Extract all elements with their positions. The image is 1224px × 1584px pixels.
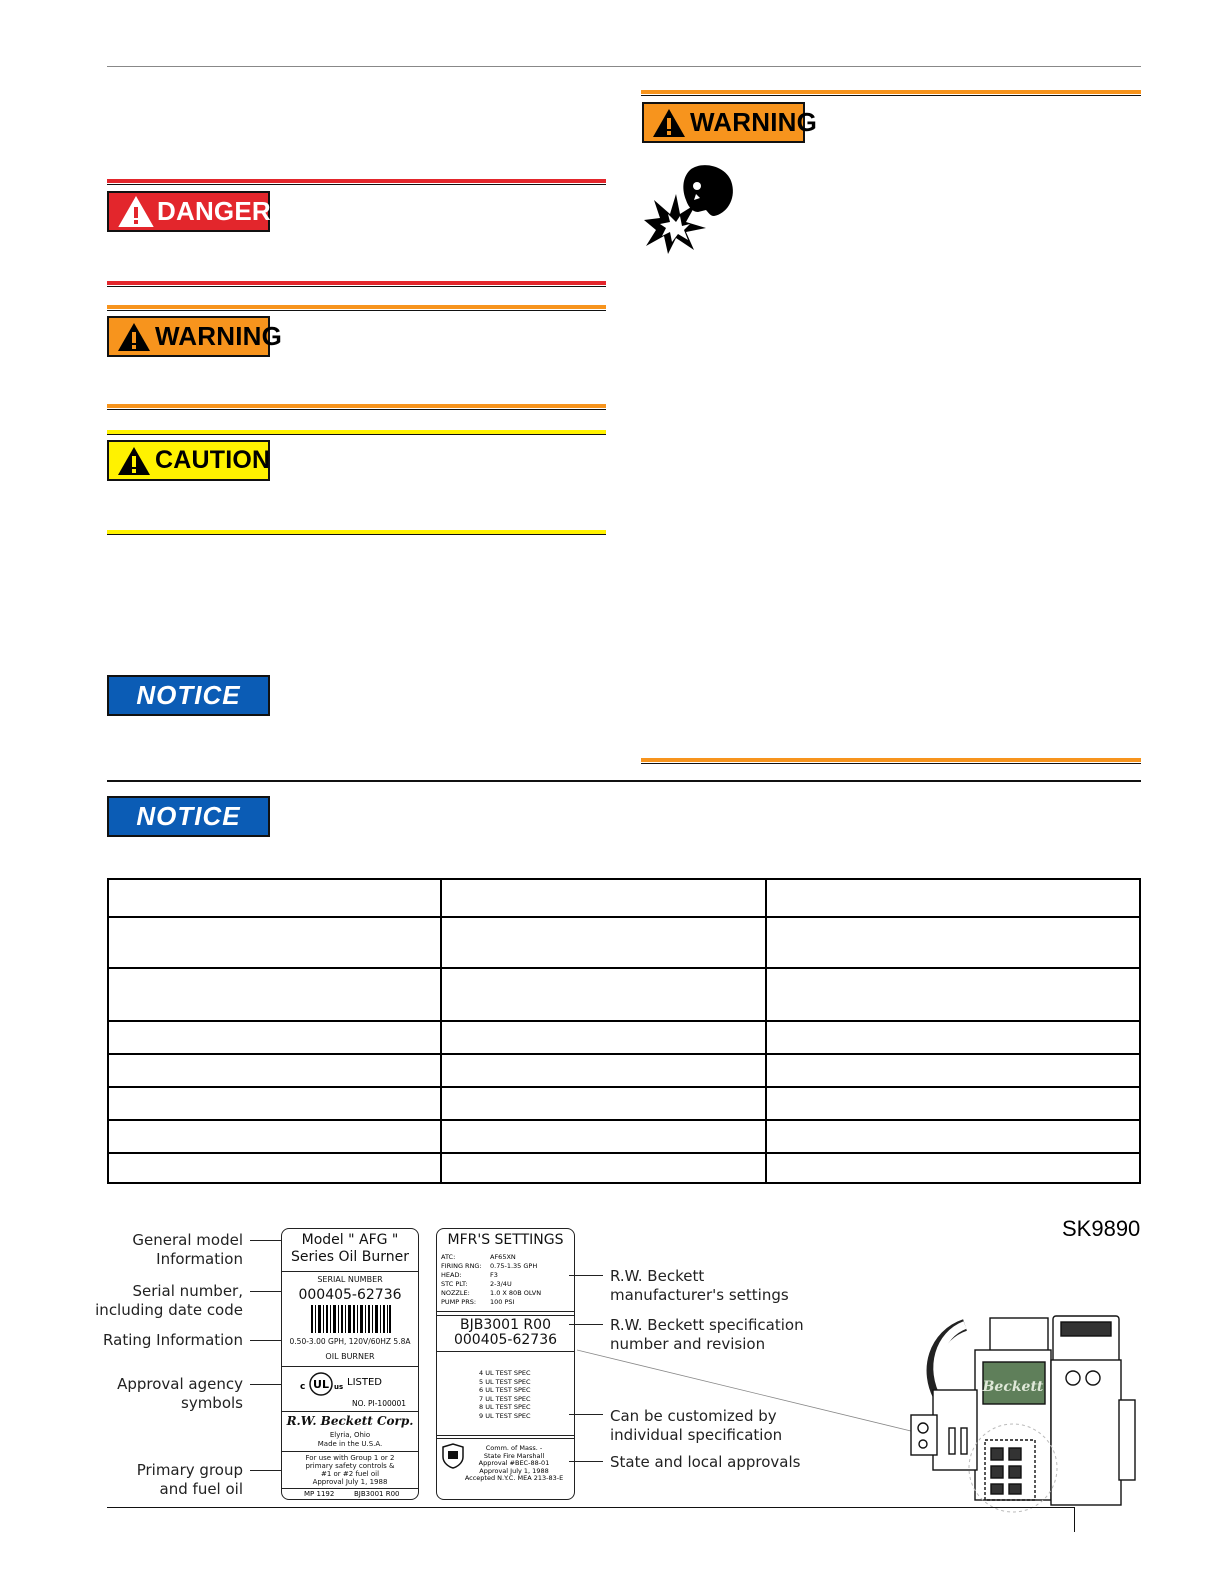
table-row-divider: [109, 916, 1139, 918]
label-approval-agency: Approval agency symbols: [117, 1375, 243, 1412]
svg-text:us: us: [334, 1383, 344, 1391]
leader-line: [569, 1461, 603, 1462]
spec-number: BJB3001 R00: [460, 1317, 551, 1333]
label-customized: Can be customized by individual specification: [610, 1407, 783, 1444]
notice-label: NOTICE: [136, 680, 241, 710]
danger-rule-bottom-thin: [107, 286, 606, 287]
settings-rows: [441, 1253, 541, 1307]
footer-right: BJB3001 R00: [354, 1490, 400, 1498]
label-state-local: State and local approvals: [610, 1453, 801, 1471]
spec-serial: 000405-62736: [453, 1332, 558, 1348]
burner-rating-label: [281, 1228, 419, 1500]
company-city: Elyria, Ohio: [329, 1431, 371, 1439]
leader-line: [569, 1324, 603, 1325]
explosion-hazard-icon: [640, 160, 736, 256]
danger-rule-top-thin: [107, 184, 606, 185]
warning-triangle-icon: [116, 445, 152, 477]
burner-leader-line: [575, 1340, 925, 1440]
mfr-settings-label: [436, 1228, 575, 1500]
fuel-line-3: #1 or #2 fuel oil: [320, 1470, 380, 1478]
label-general-model: General model Information: [132, 1231, 243, 1268]
table-row-divider: [109, 1086, 1139, 1088]
label-primary-group: Primary group and fuel oil: [136, 1461, 243, 1498]
label-mfr-settings: R.W. Beckett manufacturer's settings: [610, 1267, 789, 1304]
product-text: OIL BURNER: [325, 1352, 375, 1361]
footer-left: MP 1192: [304, 1490, 335, 1498]
ul-listed-mark: [296, 1371, 346, 1397]
svg-text:c: c: [300, 1382, 306, 1392]
test-spec-list: 4 UL TEST SPEC 5 UL TEST SPEC 6 UL TEST SPEC 7 UL TEST SPEC 8 UL TEST SPEC 9 UL TEST SPEC: [479, 1369, 531, 1420]
oil-burner-illustration: [905, 1310, 1141, 1515]
warning-rule-bottom-thin: [107, 409, 606, 410]
label-spec-number: R.W. Beckett specification number and revision: [610, 1316, 804, 1353]
caution-label: CAUTION: [155, 446, 271, 474]
settings-row: FIRING RNG: 0.75-1.35 GPH: [441, 1262, 538, 1270]
table-row-divider: [109, 1053, 1139, 1055]
burner-brand: Beckett: [982, 1379, 1044, 1395]
rating-text: 0.50-3.00 GPH, 120V/60HZ 5.8A: [289, 1337, 411, 1346]
caution-rule-bottom-thin: [107, 534, 606, 535]
danger-rule-top: [107, 179, 606, 183]
warning-badge-right: [642, 102, 818, 143]
specification-table: [107, 878, 1141, 1184]
warning-triangle-icon: [118, 196, 154, 228]
warning-right-rule-bottom-thin: [641, 763, 1141, 764]
leader-line: [250, 1240, 282, 1241]
listed-text: LISTED: [347, 1377, 382, 1388]
svg-text:UL: UL: [313, 1378, 329, 1391]
table-column-divider: [765, 880, 767, 1182]
notice-badge-2: [107, 796, 270, 837]
model-line-1: Model " AFG ": [301, 1232, 399, 1248]
warning-rule-top-thin: [107, 310, 606, 311]
top-rule: [107, 66, 1141, 67]
table-row-divider: [109, 1152, 1139, 1154]
settings-title: MFR'S SETTINGS: [447, 1232, 564, 1248]
danger-rule-bottom: [107, 281, 606, 285]
model-line-2: Series Oil Burner: [291, 1249, 409, 1265]
serial-heading: SERIAL NUMBER: [317, 1275, 383, 1284]
bottom-rule: [107, 1507, 1075, 1508]
caution-rule-top-thin: [107, 434, 606, 435]
table-column-divider: [440, 880, 442, 1182]
company-name: R.W. Beckett Corp.: [286, 1414, 414, 1428]
listing-number: NO. PI-100001: [352, 1399, 407, 1408]
table-row-divider: [109, 1020, 1139, 1022]
bottom-rule-tick: [1074, 1507, 1075, 1532]
approval-list: Comm. of Mass. - State Fire Marshall Approval #BEC-88-01 Approval July 1, 1988 Accepted N.Y.C. MEA 213-83-E: [464, 1444, 564, 1482]
danger-badge: [107, 191, 270, 232]
caution-badge: [107, 440, 270, 481]
table-row-divider: [109, 967, 1139, 969]
section-rule: [107, 780, 1141, 782]
table-row-divider: [109, 1119, 1139, 1121]
leader-line: [250, 1470, 282, 1471]
settings-row: HEAD: F3: [441, 1271, 498, 1279]
made-in: Made in the U.S.A.: [317, 1440, 383, 1448]
warning-rule-bottom: [107, 404, 606, 408]
warning-triangle-icon: [116, 321, 152, 353]
warning-badge-left: [107, 316, 283, 357]
warning-right-rule-bottom: [641, 758, 1141, 762]
warning-right-rule-top: [641, 90, 1141, 94]
fuel-line-4: Approval July 1, 1988: [312, 1478, 388, 1486]
leader-line: [569, 1275, 603, 1276]
leader-line: [250, 1291, 282, 1292]
fuel-line-1: For use with Group 1 or 2: [305, 1454, 395, 1462]
serial-number: 000405-62736: [298, 1287, 402, 1303]
leader-line: [250, 1384, 282, 1385]
warning-rule-top: [107, 305, 606, 309]
label-serial-number: Serial number, including date code: [95, 1282, 243, 1319]
notice-label: NOTICE: [136, 801, 241, 831]
warning-triangle-icon: [651, 107, 687, 139]
fuel-line-2: primary safety controls &: [305, 1462, 395, 1470]
settings-row: STC PLT: 2-3/4U: [441, 1280, 512, 1288]
settings-row: ATC: AF65XN: [441, 1253, 516, 1261]
warning-label: WARNING: [155, 321, 283, 351]
settings-row: PUMP PRS: 100 PSI: [441, 1298, 515, 1306]
danger-label: DANGER: [157, 196, 271, 226]
warning-label: WARNING: [690, 107, 818, 137]
notice-badge-1: [107, 675, 270, 716]
leader-line: [250, 1340, 282, 1341]
sk-figure-number: SK9890: [1062, 1216, 1141, 1241]
settings-row: NOZZLE: 1.0 X 80B OLVN: [441, 1289, 542, 1297]
label-rating: Rating Information: [103, 1331, 243, 1349]
barcode-image: [311, 1305, 391, 1333]
warning-right-rule-top-thin: [641, 95, 1141, 96]
